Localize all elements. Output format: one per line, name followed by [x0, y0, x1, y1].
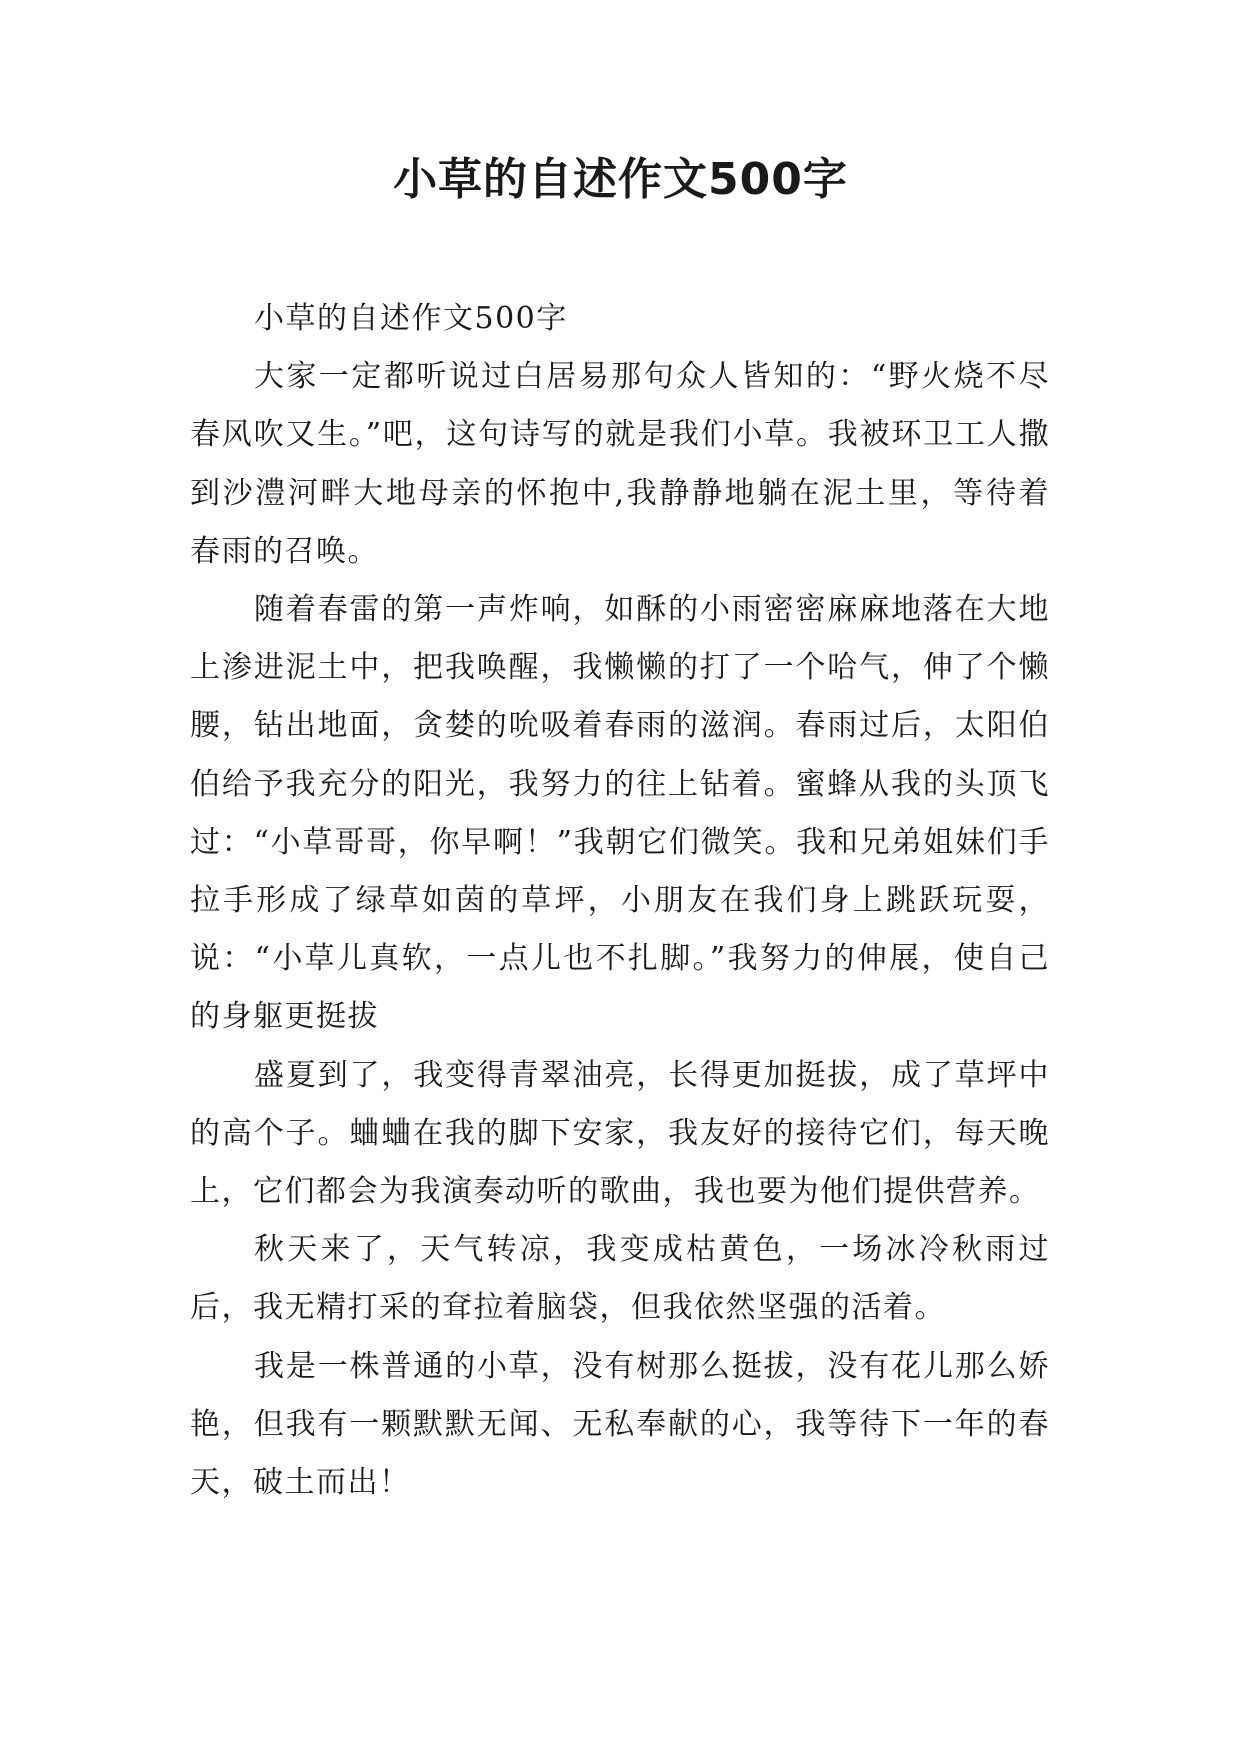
paragraph-1: 大家一定都听说过白居易那句众人皆知的：“野火烧不尽春风吹又生。”吧，这句诗写的就是我们小草。我被环卫工人撒到沙澧河畔大地母亲的怀抱中,我静静地躺在泥土里，等待着春雨的召唤。: [190, 359, 1050, 569]
document-body: [190, 290, 1050, 1512]
paragraph-2: 随着春雷的第一声炸响，如酥的小雨密密麻麻地落在大地上渗进泥土中，把我唤醒，我懒懒的打了一个哈气，伸了个懒腰，钻出地面，贪婪的吮吸着春雨的滋润。春雨过后，太阳伯伯给予我充分的阳光，我努力的往上钻着。蜜蜂从我的头顶飞过：“小草哥哥，你早啊！”我朝它们微笑。我和兄弟姐妹们手拉手形成了绿草如茵的草坪，小朋友在我们身上跳跃玩耍，说：“小草儿真软，一点儿也不扎脚。”我努力的伸展，使自己的身躯更挺拔: [190, 592, 1050, 1035]
document-title: 小草的自述作文500字: [393, 154, 848, 205]
paragraph-4: 秋天来了，天气转凉，我变成枯黄色，一场冰冷秋雨过后，我无精打采的耷拉着脑袋，但我依然坚强的活着。: [190, 1232, 1050, 1326]
paragraph-3: 盛夏到了，我变得青翠油亮，长得更加挺拔，成了草坪中的高个子。蛐蛐在我的脚下安家，我友好的接待它们，每天晚上，它们都会为我演奏动听的歌曲，我也要为他们提供营养。: [190, 1057, 1050, 1210]
paragraph-5: 我是一株普通的小草，没有树那么挺拔，没有花儿那么娇艳，但我有一颗默默无闻、无私奉献的心，我等待下一年的春天，破土而出！: [190, 1348, 1050, 1501]
paragraph-subtitle: 小草的自述作文500字: [254, 301, 568, 336]
